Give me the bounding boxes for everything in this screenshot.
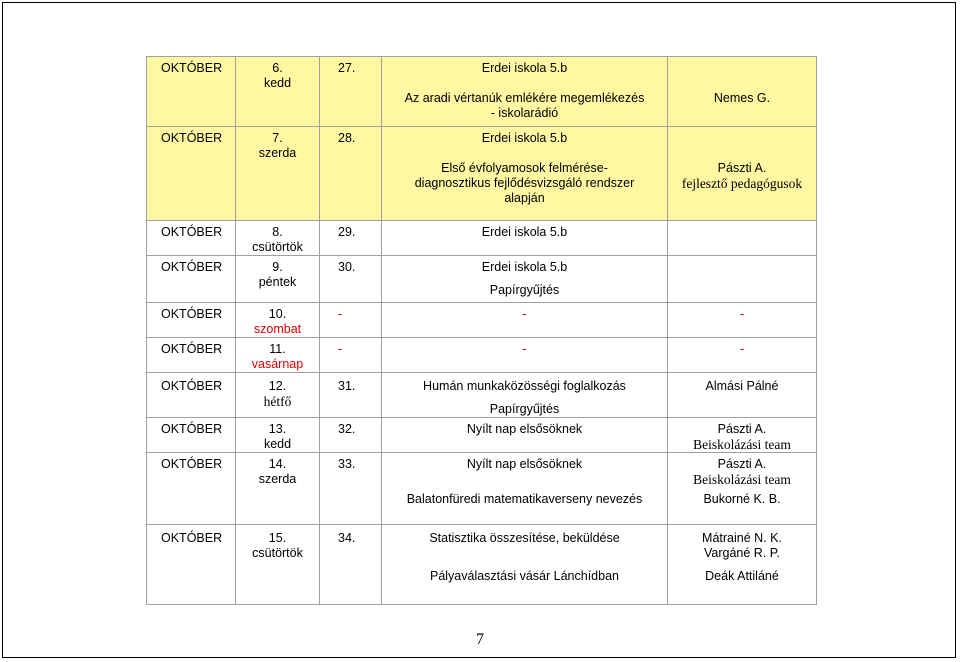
person-cell [668,373,817,418]
person-cell [668,127,817,221]
date-cell [236,338,320,373]
event-text: Első évfolyamosok felmérése- diagnosztikus fejlődésvizsgáló rendszer alapján [414,161,635,205]
person: Pászti A. [717,457,767,471]
date-cell [236,127,320,221]
event-text-secondary: Papírgyűjtés [489,402,560,416]
event-text-secondary: Pályaválasztási vásár Lánchídban [429,569,619,583]
table-row [147,525,817,605]
weekday: kedd [263,76,292,90]
person-tertiary: Bukorné K. B. [703,492,781,506]
event-number: 27. [320,57,382,127]
table-row [147,57,817,127]
table-row [147,303,817,338]
date-cell [236,453,320,525]
weekday: szerda [258,146,297,160]
person-cell [668,256,817,303]
person-cell [668,221,817,256]
person: Almási Pálné [705,379,779,393]
day-number: 7. [272,131,283,145]
month-cell: OKTÓBER [147,525,236,605]
day-number: 10. [268,307,287,321]
place: Erdei iskola 5.b [481,131,568,145]
event-text: Statisztika összesítése, beküldése [429,531,620,545]
event-cell [382,221,668,256]
month-cell: OKTÓBER [147,127,236,221]
event-number: 33. [320,453,382,525]
person-tertiary: Deák Attiláné [705,569,779,583]
person-secondary: Beiskolázási team [693,472,791,487]
event-text: Papírgyűjtés [489,283,560,297]
person: Pászti A. [717,422,767,436]
event-cell [382,525,668,605]
person-secondary: fejlesztő pedagógusok [681,176,803,191]
event-number: 32. [320,418,382,453]
month-cell: OKTÓBER [147,256,236,303]
event-cell: - [382,303,668,338]
person: Pászti A. [717,161,767,175]
event-cell [382,373,668,418]
event-number: 30. [320,256,382,303]
weekday: csütörtök [252,240,303,254]
event-number: 29. [320,221,382,256]
date-cell [236,525,320,605]
event-number: 28. [320,127,382,221]
page-number: 7 [476,631,484,648]
schedule-table [146,56,817,605]
weekday: kedd [263,437,292,451]
event-text: Nyílt nap elsősöknek [466,457,583,471]
day-number: 15. [268,531,287,545]
day-number: 14. [268,457,287,471]
event-number: - [320,303,382,338]
table-row [147,373,817,418]
day-number: 12. [268,379,287,393]
table-row [147,127,817,221]
person-cell: - [668,303,817,338]
date-cell [236,373,320,418]
event-number: - [320,338,382,373]
event-cell: - [382,338,668,373]
place: Erdei iskola 5.b [481,225,568,239]
table-row [147,453,817,525]
day-number: 8. [272,225,283,239]
person-cell [668,525,817,605]
date-cell [236,57,320,127]
event-number: 34. [320,525,382,605]
event-text: Humán munkaközösségi foglalkozás [423,379,626,393]
month-cell: OKTÓBER [147,221,236,256]
day-number: 9. [272,260,283,274]
person-cell [668,418,817,453]
date-cell [236,221,320,256]
date-cell [236,303,320,338]
event-text: Az aradi vértanúk emlékére megemlékezés - iskolarádió [404,91,645,120]
table-row [147,418,817,453]
event-number: 31. [320,373,382,418]
event-cell [382,256,668,303]
weekday: hétfő [263,394,292,409]
month-cell: OKTÓBER [147,57,236,127]
place: Erdei iskola 5.b [481,61,568,75]
weekday: szombat [253,322,302,336]
place: Erdei iskola 5.b [481,260,568,274]
month-cell: OKTÓBER [147,418,236,453]
event-text-secondary: Balatonfüredi matematikaverseny nevezés [406,492,643,506]
date-cell [236,256,320,303]
table-row [147,338,817,373]
day-number: 6. [272,61,283,75]
person-cell [668,57,817,127]
event-cell [382,418,668,453]
month-cell: OKTÓBER [147,303,236,338]
table-row [147,221,817,256]
month-cell: OKTÓBER [147,453,236,525]
date-cell [236,418,320,453]
month-cell: OKTÓBER [147,373,236,418]
person-cell: - [668,338,817,373]
event-cell [382,57,668,127]
person: Mátrainé N. K. [702,531,782,545]
event-cell [382,127,668,221]
person-secondary: Beiskolázási team [693,437,791,452]
event-cell [382,453,668,525]
weekday: csütörtök [252,546,303,560]
event-text: Nyílt nap elsősöknek [466,422,583,436]
day-number: 11. [269,342,286,356]
person-cell [668,453,817,525]
weekday: vasárnap [251,357,304,371]
person-secondary: Vargáné R. P. [704,546,780,560]
person: Nemes G. [713,91,771,105]
weekday: péntek [258,275,297,289]
table-row [147,256,817,303]
month-cell: OKTÓBER [147,338,236,373]
weekday: szerda [258,472,297,486]
day-number: 13. [268,422,287,436]
